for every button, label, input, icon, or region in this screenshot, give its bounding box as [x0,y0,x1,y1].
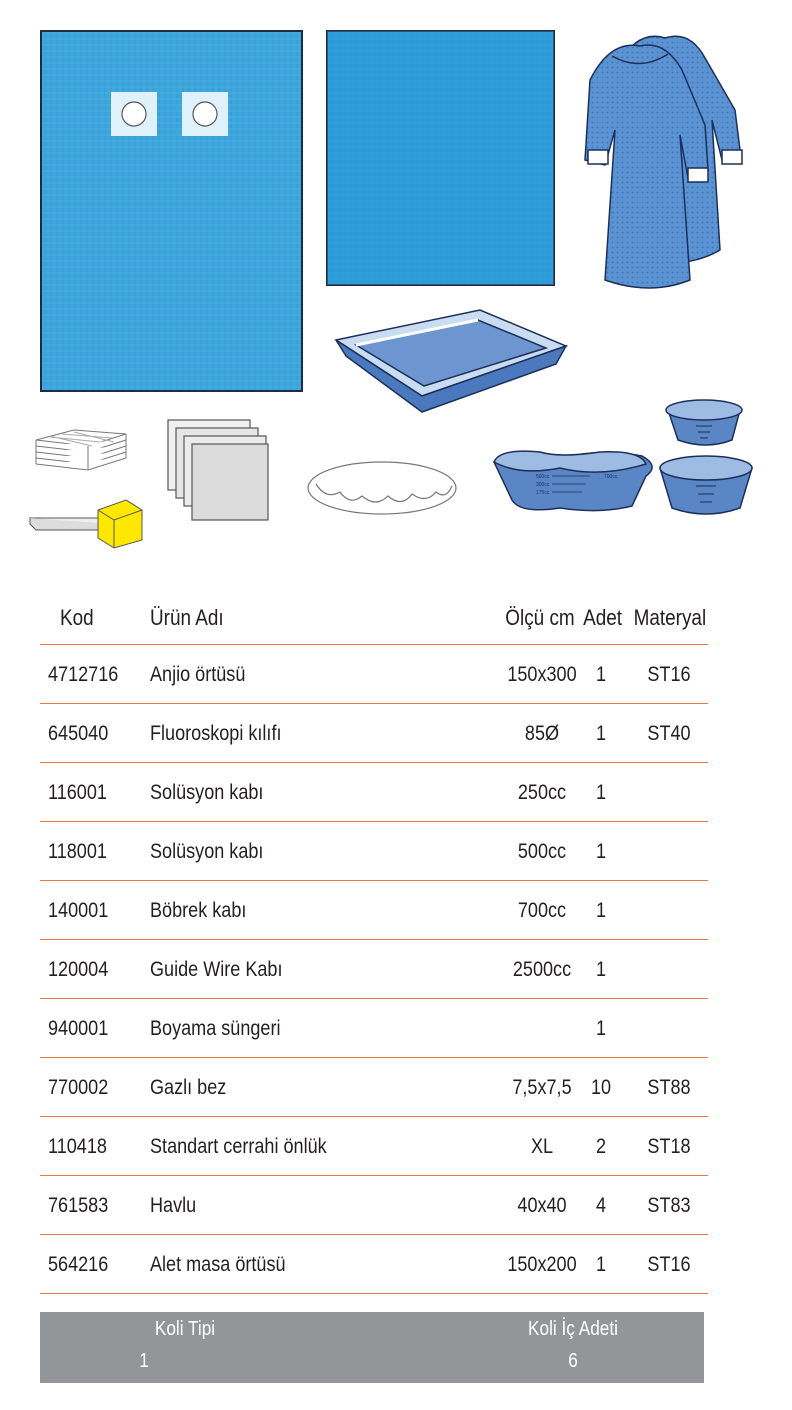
koli-tipi-label: Koli Tipi [154,1318,216,1340]
cell-urun-adi: Alet masa örtüsü [150,1253,286,1276]
table-row [40,999,708,1058]
cell-urun-adi: Fluoroskopi kılıfı [150,722,282,745]
cell-adet: 1 [595,840,607,863]
cell-urun-adi: Anjio örtüsü [150,663,246,686]
angio-drape-image [41,31,302,391]
table-row [40,1058,708,1117]
header-materyal: Materyal [633,605,707,630]
paint-sponge-image [30,500,142,548]
kidney-dish-mark: 175cc [536,490,550,496]
cell-adet: 4 [595,1194,607,1217]
cell-kod: 761583 [48,1194,109,1217]
table-row [40,881,708,940]
cell-adet: 1 [595,781,607,804]
cell-olcu: 250cc [517,781,567,804]
cell-olcu: 7,5x7,5 [512,1076,572,1099]
product-illustrations [0,0,792,570]
cell-kod: 940001 [48,1017,109,1040]
cell-olcu: XL [530,1135,554,1158]
cell-olcu: 40x40 [517,1194,567,1217]
cell-adet: 10 [590,1076,612,1099]
product-table [40,590,708,1294]
cell-urun-adi: Böbrek kabı [150,899,247,922]
cell-materyal: ST83 [647,1194,691,1217]
cell-urun-adi: Solüsyon kabı [150,840,264,863]
cell-olcu: 150x200 [507,1253,577,1276]
table-row [40,645,708,704]
cell-adet: 1 [595,958,607,981]
kidney-dish-mark: 500cc [536,474,550,480]
cell-urun-adi: Gazlı bez [150,1076,227,1099]
table-row [40,1176,708,1235]
cell-urun-adi: Boyama süngeri [150,1017,281,1040]
gauze-stack-image [36,430,126,470]
header-olcu: Ölçü cm [505,605,575,630]
kidney-dish-image [494,451,652,510]
table-row [40,940,708,999]
cell-urun-adi: Solüsyon kabı [150,781,264,804]
table-header [40,590,708,645]
cell-kod: 120004 [48,958,109,981]
cell-materyal: ST88 [647,1076,691,1099]
table-row [40,763,708,822]
cell-olcu: 500cc [517,840,567,863]
cell-olcu: 2500cc [512,958,572,981]
solution-bowl-small-image [666,400,742,445]
solution-bowl-large-image [660,456,752,514]
header-urun-adi: Ürün Adı [150,605,224,630]
cell-materyal: ST18 [647,1135,691,1158]
cell-urun-adi: Standart cerrahi önlük [150,1135,327,1158]
cell-adet: 1 [595,1017,607,1040]
cell-olcu: 700cc [517,899,567,922]
cell-adet: 2 [595,1135,607,1158]
koli-tipi-value: 1 [139,1350,149,1372]
table-row [40,1235,708,1294]
cell-kod: 645040 [48,722,109,745]
cell-materyal: ST16 [647,1253,691,1276]
row-divider [40,1293,708,1294]
cell-materyal: ST16 [647,663,691,686]
cell-kod: 110418 [48,1135,107,1158]
cell-kod: 770002 [48,1076,109,1099]
package-info-bar [40,1312,704,1383]
cell-adet: 1 [595,1253,607,1276]
table-row [40,1117,708,1176]
kidney-dish-mark: 300cc [536,482,550,488]
header-adet: Adet [583,605,623,630]
cell-olcu: 85Ø [524,722,560,745]
cell-kod: 564216 [48,1253,109,1276]
table-body [40,645,708,1294]
koli-ic-adeti-label: Koli İç Adeti [528,1318,618,1340]
cell-kod: 116001 [48,781,107,804]
cell-olcu: 150x300 [507,663,577,686]
table-row [40,704,708,763]
cell-urun-adi: Havlu [150,1194,197,1217]
header-kod: Kod [60,605,94,630]
kidney-dish-mark: 700cc [604,474,618,480]
table-row [40,822,708,881]
cell-adet: 1 [595,663,607,686]
cell-kod: 4712716 [48,663,119,686]
towels-image [168,420,268,520]
instrument-tray-image [336,310,566,412]
fluoroscopy-cover-image [327,31,554,285]
cell-kod: 118001 [48,840,107,863]
cell-adet: 1 [595,899,607,922]
cell-kod: 140001 [48,899,109,922]
guide-wire-bowl-image [308,462,456,514]
cell-adet: 1 [595,722,607,745]
cell-urun-adi: Guide Wire Kabı [150,958,283,981]
cell-materyal: ST40 [647,722,691,745]
surgical-gowns-image [585,36,742,288]
koli-ic-adeti-value: 6 [568,1350,578,1372]
